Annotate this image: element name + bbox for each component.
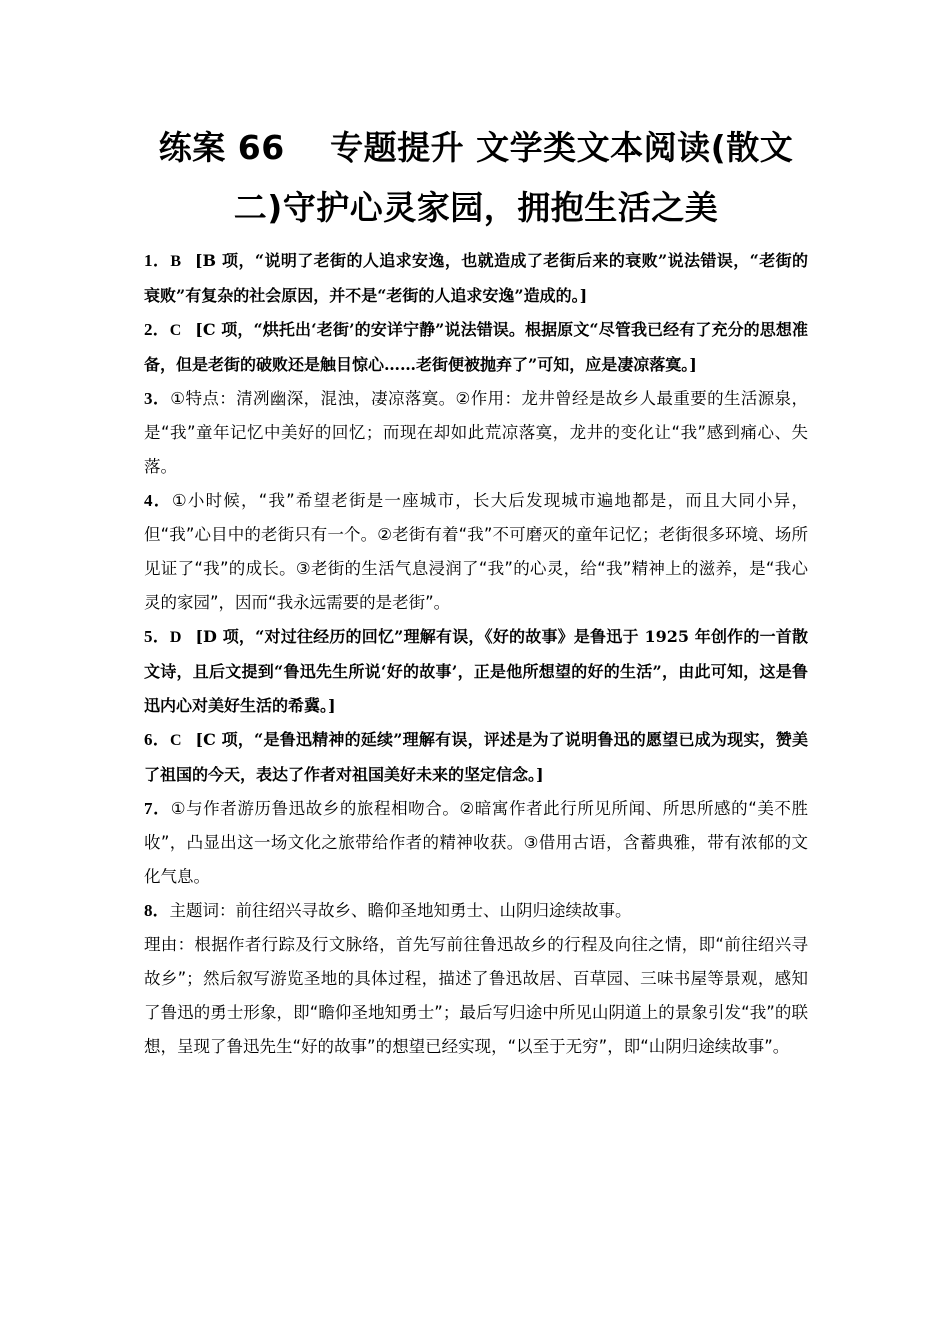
item-text: ①小时候，“我”希望老街是一座城市，长大后发现城市遍地都是，而且大同小异，但“我”心目中的老街只有一个。②老街有着“我”不可磨灭的童年记忆；老街很多环境、场所见证了“我”的成长。③老街的生活气息浸润了“我”的心灵，给“我”精神上的滋养，是“我心灵的家园”，因而“我永远需要的是老街”。 [144,491,809,612]
page-title [144,118,808,238]
item-number: 8． [144,901,170,920]
title-line-2: 二)守护心灵家园，拥抱生活之美 [233,188,719,227]
item-number: 1． [144,251,171,270]
item-number: 4． [144,491,172,510]
answer-page [144,118,808,1064]
answer-item-6 [144,723,808,792]
answer-item-5 [144,620,808,723]
item-text: [B 项，“说明了老街的人追求安逸，也就造成了老街后来的衰败”说法错误，“老街的衰败”有复杂的社会原因，并不是“老街的人追求安逸”造成的。] [144,251,809,305]
answer-item-8 [144,894,808,928]
item-text: ①特点：清冽幽深，混浊，凄凉落寞。②作用：龙井曾经是故乡人最重要的生活源泉，是“我”童年记忆中美好的回忆；而现在却如此荒凉落寞，龙井的变化让“我”感到痛心、失落。 [144,389,808,476]
item-number: 5． [144,627,170,646]
item-text: 理由：根据作者行踪及行文脉络，首先写前往鲁迅故乡的行程及向往之情，即“前往绍兴寻故乡”；然后叙写游览圣地的具体过程，描述了鲁迅故居、百草园、三味书屋等景观，感知了鲁迅的勇士形象，即“瞻仰圣地知勇士”；最后写归途中所见山阴道上的景象引发“我”的联想，呈现了鲁迅先生“好的故事”的想望已经实现，“以至于无穷”，即“山阴归途续故事”。 [144,935,808,1056]
answer-item-1 [144,244,808,313]
answer-item-8-reason [144,928,808,1064]
item-number: 3． [144,389,171,408]
item-number: 7． [144,799,171,818]
answer-item-2 [144,313,808,382]
answer-item-7 [144,792,808,894]
item-number: 6． [144,730,170,749]
item-text: ①与作者游历鲁迅故乡的旅程相吻合。②暗寓作者此行所见所闻、所思所感的“美不胜收”，凸显出这一场文化之旅带给作者的精神收获。③借用古语，含蓄典雅，带有浓郁的文化气息。 [144,799,809,886]
item-text: [C 项，“烘托出‘老街’的安详宁静”说法错误。根据原文“尽管我已经有了充分的思想准备，但是老街的破败还是触目惊心……老街便被抛弃了”可知，应是凄凉落寞。] [144,320,808,374]
item-choice: C [169,732,182,749]
answer-item-3 [144,382,808,484]
item-text: [C 项，“是鲁迅精神的延续”理解有误，评述是为了说明鲁迅的愿望已成为现实，赞美了祖国的今天，表达了作者对祖国美好未来的坚定信念。] [144,730,808,784]
item-choice: D [169,629,182,646]
item-choice: B [170,253,181,270]
item-text: 主题词：前往绍兴寻故乡、瞻仰圣地知勇士、山阴归途续故事。 [169,901,632,920]
title-line-1: 练案 66 专题提升 文学类文本阅读(散文 [158,128,794,167]
answer-item-4 [144,484,808,620]
item-choice: C [169,322,182,339]
item-number: 2． [144,320,170,339]
item-text: [D 项，“对过往经历的回忆”理解有误，《好的故事》是鲁迅于 1925 年创作的一首散文诗，且后文提到“鲁迅先生所说‘好的故事’，正是他所想望的好的生活”，由此可知，这是鲁迅内心对美好生活的希冀。] [144,627,808,715]
